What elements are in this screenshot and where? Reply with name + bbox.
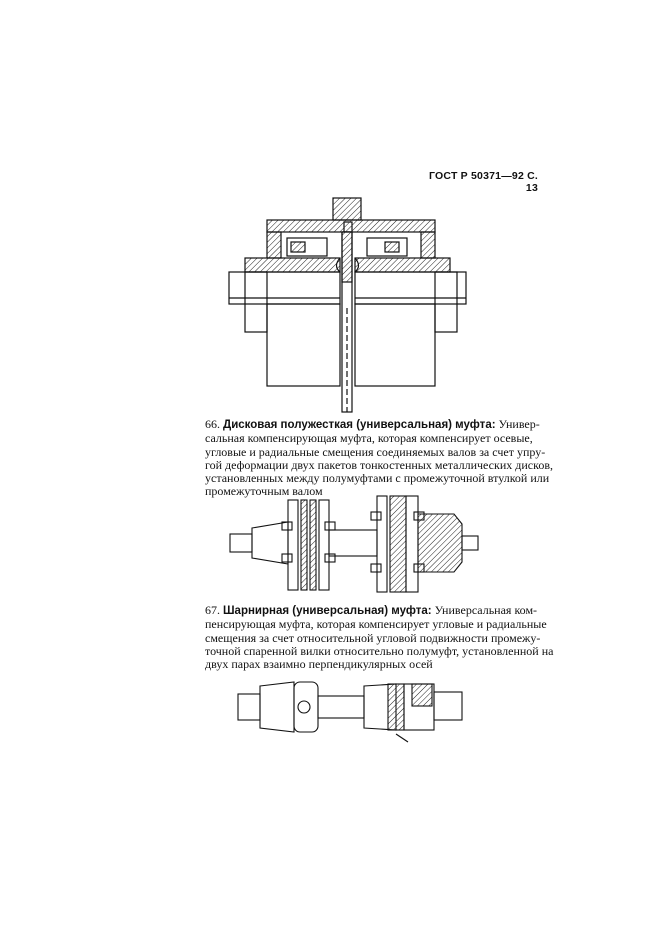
entry-66 bbox=[205, 417, 553, 499]
entry-number: 66. bbox=[205, 417, 220, 431]
entry-line: гой деформации двух пакетов тонкостенных металлических дисков, bbox=[205, 457, 553, 472]
entry-line: точной спаренной вилки относительно полумуфт, установленной на bbox=[205, 643, 554, 658]
entry-line: Универсальная ком- bbox=[434, 603, 538, 617]
entry-line: промежуточным валом bbox=[205, 484, 323, 499]
entry-line: пенсирующая муфта, которая компенсирует угловые и радиальные bbox=[205, 617, 547, 632]
entry-67 bbox=[205, 603, 554, 672]
entry-term: Шарнирная (универсальная) муфта: bbox=[223, 605, 432, 617]
figure-disc-coupling bbox=[228, 492, 480, 597]
figure-universal-joint bbox=[236, 672, 476, 744]
figure-coupling-section bbox=[225, 188, 470, 413]
entry-number: 67. bbox=[205, 603, 220, 617]
entry-line: смещения за счет относительной угловой подвижности промежу- bbox=[205, 630, 541, 645]
entry-line: сальная компенсирующая муфта, которая компенсирует осевые, bbox=[205, 431, 533, 446]
entry-line: установленных между полумуфтами с промежуточной втулкой или bbox=[205, 471, 550, 486]
entry-line: двух парах взаимно перпендикулярных осей bbox=[205, 657, 433, 672]
entry-term: Дисковая полужесткая (универсальная) муфта: bbox=[223, 419, 496, 431]
entry-line: Универ- bbox=[498, 417, 540, 431]
entry-line: угловые и радиальные смещения соединяемых валов за счет упру- bbox=[205, 444, 546, 459]
page-header: ГОСТ Р 50371—92 С. 13 bbox=[429, 170, 538, 194]
